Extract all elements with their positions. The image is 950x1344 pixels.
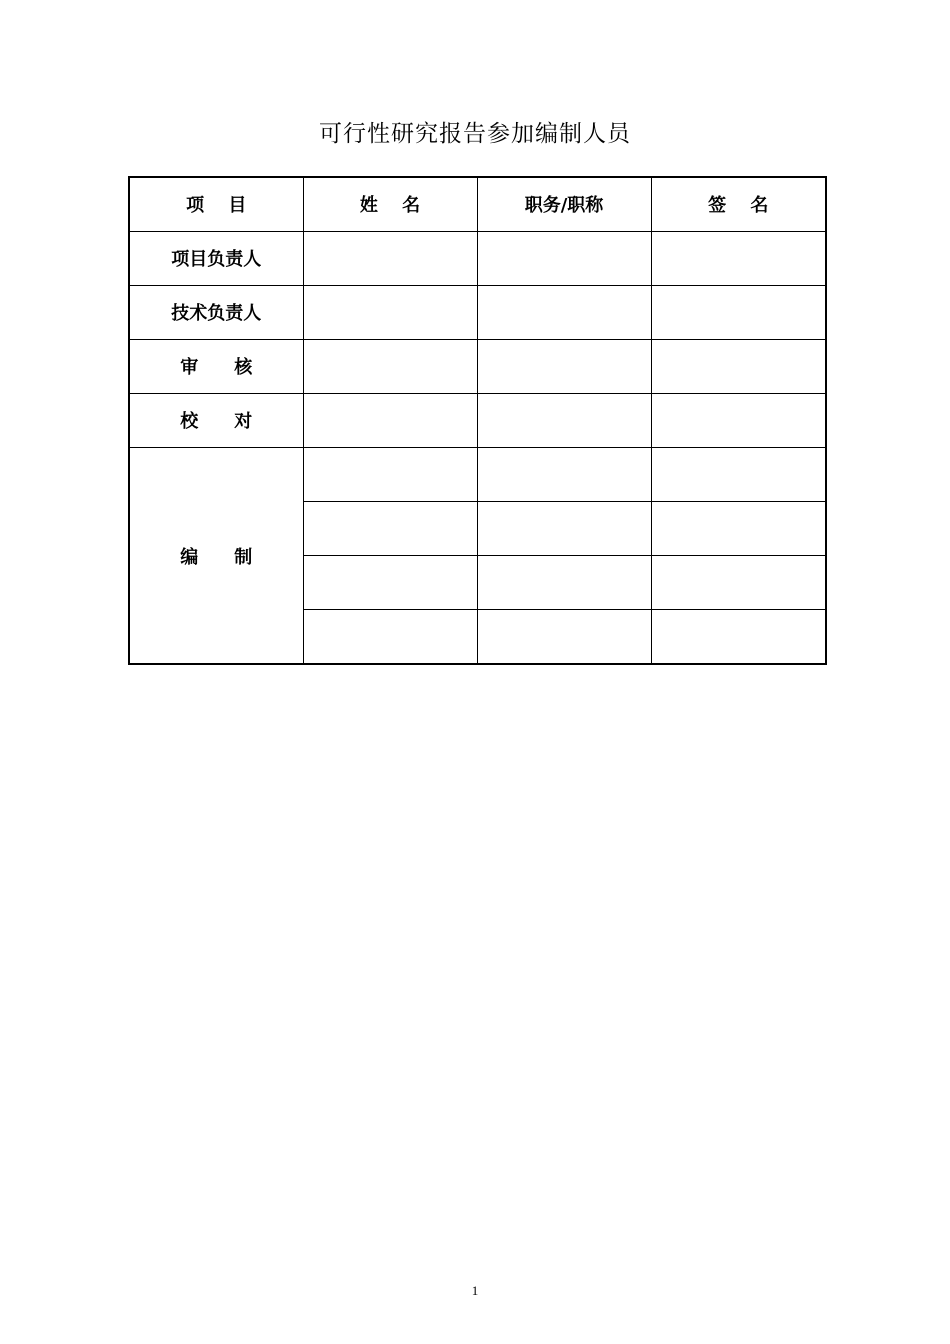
title-cell[interactable] <box>477 231 651 285</box>
title-cell[interactable] <box>477 285 651 339</box>
page-title: 可行性研究报告参加编制人员 <box>319 121 631 147</box>
signature-cell[interactable] <box>651 448 826 502</box>
header-name: 姓 名 <box>303 177 477 231</box>
signature-cell[interactable] <box>651 502 826 556</box>
table-row <box>129 339 826 393</box>
row-label-review: 审 核 <box>129 339 303 393</box>
table-row <box>129 285 826 339</box>
header-item: 项 目 <box>129 177 303 231</box>
signature-cell[interactable] <box>651 610 826 664</box>
header-signature: 签 名 <box>651 177 826 231</box>
title-cell[interactable] <box>477 339 651 393</box>
header-row <box>129 177 826 231</box>
name-cell[interactable] <box>303 556 477 610</box>
staff-table <box>128 176 827 665</box>
signature-cell[interactable] <box>651 285 826 339</box>
signature-cell[interactable] <box>651 339 826 393</box>
name-cell[interactable] <box>303 231 477 285</box>
name-cell[interactable] <box>303 448 477 502</box>
title-cell[interactable] <box>477 556 651 610</box>
table-row <box>129 448 826 502</box>
name-cell[interactable] <box>303 502 477 556</box>
table-row <box>129 231 826 285</box>
signature-cell[interactable] <box>651 231 826 285</box>
row-label-proofread: 校 对 <box>129 393 303 447</box>
name-cell[interactable] <box>303 339 477 393</box>
page-number: 1 <box>471 1283 479 1298</box>
header-title: 职务/职称 <box>477 177 651 231</box>
signature-cell[interactable] <box>651 556 826 610</box>
row-label-project-lead: 项目负责人 <box>129 231 303 285</box>
name-cell[interactable] <box>303 610 477 664</box>
title-cell[interactable] <box>477 610 651 664</box>
row-label-compile: 编 制 <box>129 448 303 664</box>
signature-cell[interactable] <box>651 393 826 447</box>
name-cell[interactable] <box>303 393 477 447</box>
title-cell[interactable] <box>477 502 651 556</box>
name-cell[interactable] <box>303 285 477 339</box>
table-row <box>129 393 826 447</box>
row-label-tech-lead: 技术负责人 <box>129 285 303 339</box>
title-cell[interactable] <box>477 393 651 447</box>
title-cell[interactable] <box>477 448 651 502</box>
